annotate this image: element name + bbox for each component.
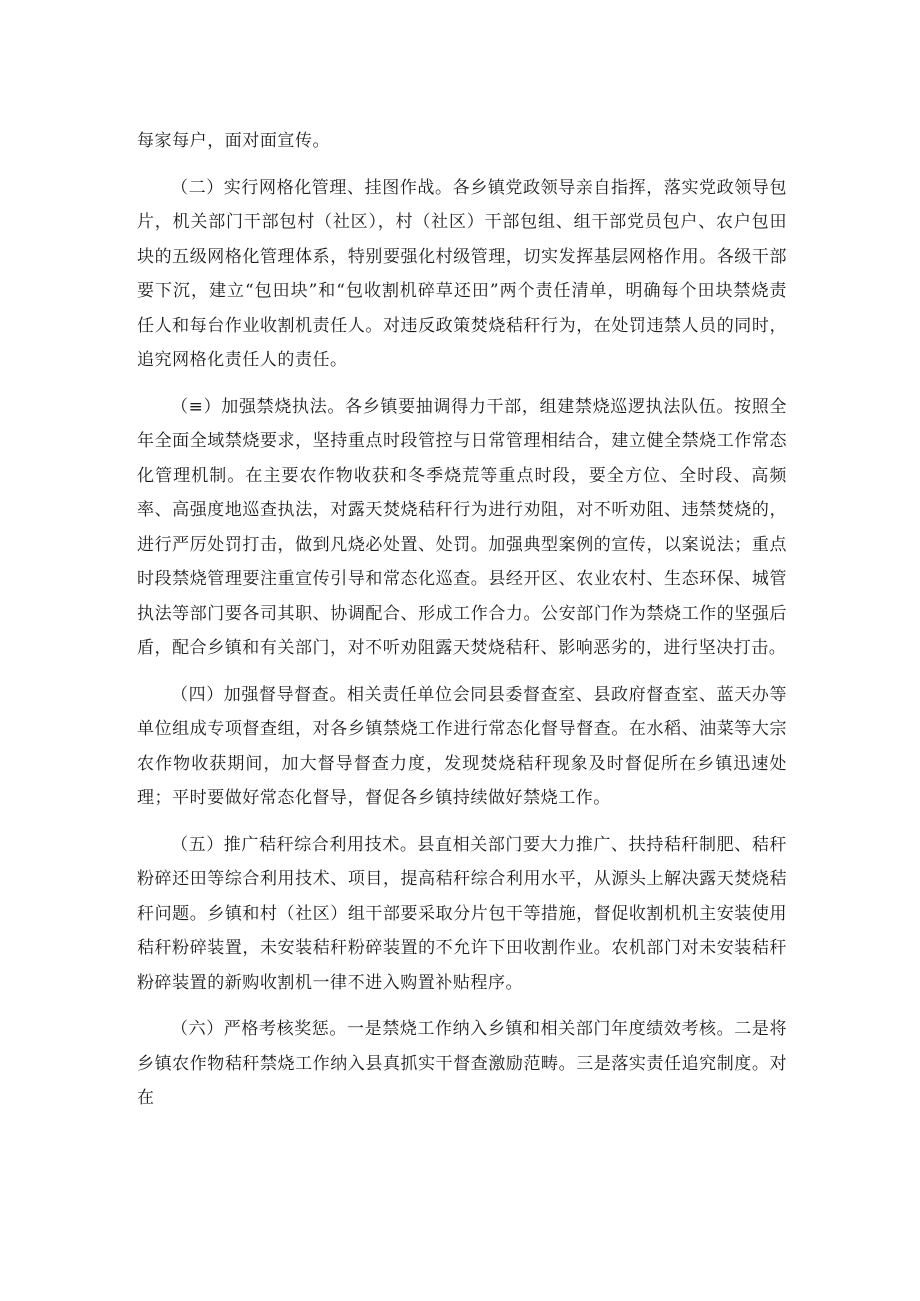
- paragraph-supervision: （四）加强督导督查。相关责任单位会同县委督查室、县政府督查室、蓝天办等单位组成专项督查组，对各乡镇禁烧工作进行常态化督导督查。在水稻、油菜等大宗农作物收获期间，加大督导督查力度，发现焚烧秸秆现象及时督促所在乡镇迅速处理；平时要做好常态化督导，督促各乡镇持续做好禁烧工作。: [137, 684, 787, 808]
- paragraph-law-enforcement: （≡）加强禁烧执法。各乡镇要抽调得力干部，组建禁烧巡逻执法队伍。按照全年全面全域禁烧要求，坚持重点时段管控与日常管理相结合，建立健全禁烧工作常态化管理机制。在主要农作物收获和冬季烧荒等重点时段，要全方位、全时段、高频率、高强度地巡查执法，对露天焚烧秸秆行为进行劝阻，对不听劝阻、违禁焚烧的，进行严厉处罚打击，做到凡烧必处置、处罚。加强典型案例的宣传，以案说法；重点时段禁烧管理要注重宣传引导和常态化巡查。县经开区、农业农村、生态环保、城管执法等部门要各司其职、协调配合、形成工作合力。公安部门作为禁烧工作的坚强后盾，配合乡镇和有关部门，对不听劝阻露天焚烧秸秆、影响恶劣的，进行坚决打击。: [137, 396, 787, 658]
- document-body: [137, 124, 787, 1128]
- paragraph-grid-management: （二）实行网格化管理、挂图作战。各乡镇党政领导亲自指挥，落实党政领导包片，机关部门干部包村（社区），村（社区）干部包组、组干部党员包户、农户包田块的五级网格化管理体系，特别要强化村级管理，切实发挥基层网格作用。各级干部要下沉，建立“包田块”和“包收割机碎草还田”两个责任清单，明确每个田块禁烧责任人和每台作业收割机责任人。对违反政策焚烧秸秆行为，在处罚违禁人员的同时，追究网格化责任人的责任。: [137, 177, 787, 370]
- paragraph-continuation: 每家每户，面对面宣传。: [137, 131, 331, 151]
- paragraph-straw-utilization: （五）推广秸秆综合利用技术。县直相关部门要大力推广、扶持秸秆制肥、秸秆粉碎还田等综合利用技术、项目，提高秸秆综合利用水平，从源头上解决露天焚烧秸秆问题。乡镇和村（社区）组干部要采取分片包干等措施，督促收割机机主安装使用秸秆粉碎装置，未安装秸秆粉碎装置的不允许下田收割作业。农机部门对未安装秸秆粉碎装置的新购收割机一律不进入购置补贴程序。: [137, 834, 787, 993]
- paragraph-assessment: （六）严格考核奖惩。一是禁烧工作纳入乡镇和相关部门年度绩效考核。二是将乡镇农作物秸秆禁烧工作纳入县真抓实干督查激励范畴。三是落实责任追究制度。对在: [137, 1019, 787, 1108]
